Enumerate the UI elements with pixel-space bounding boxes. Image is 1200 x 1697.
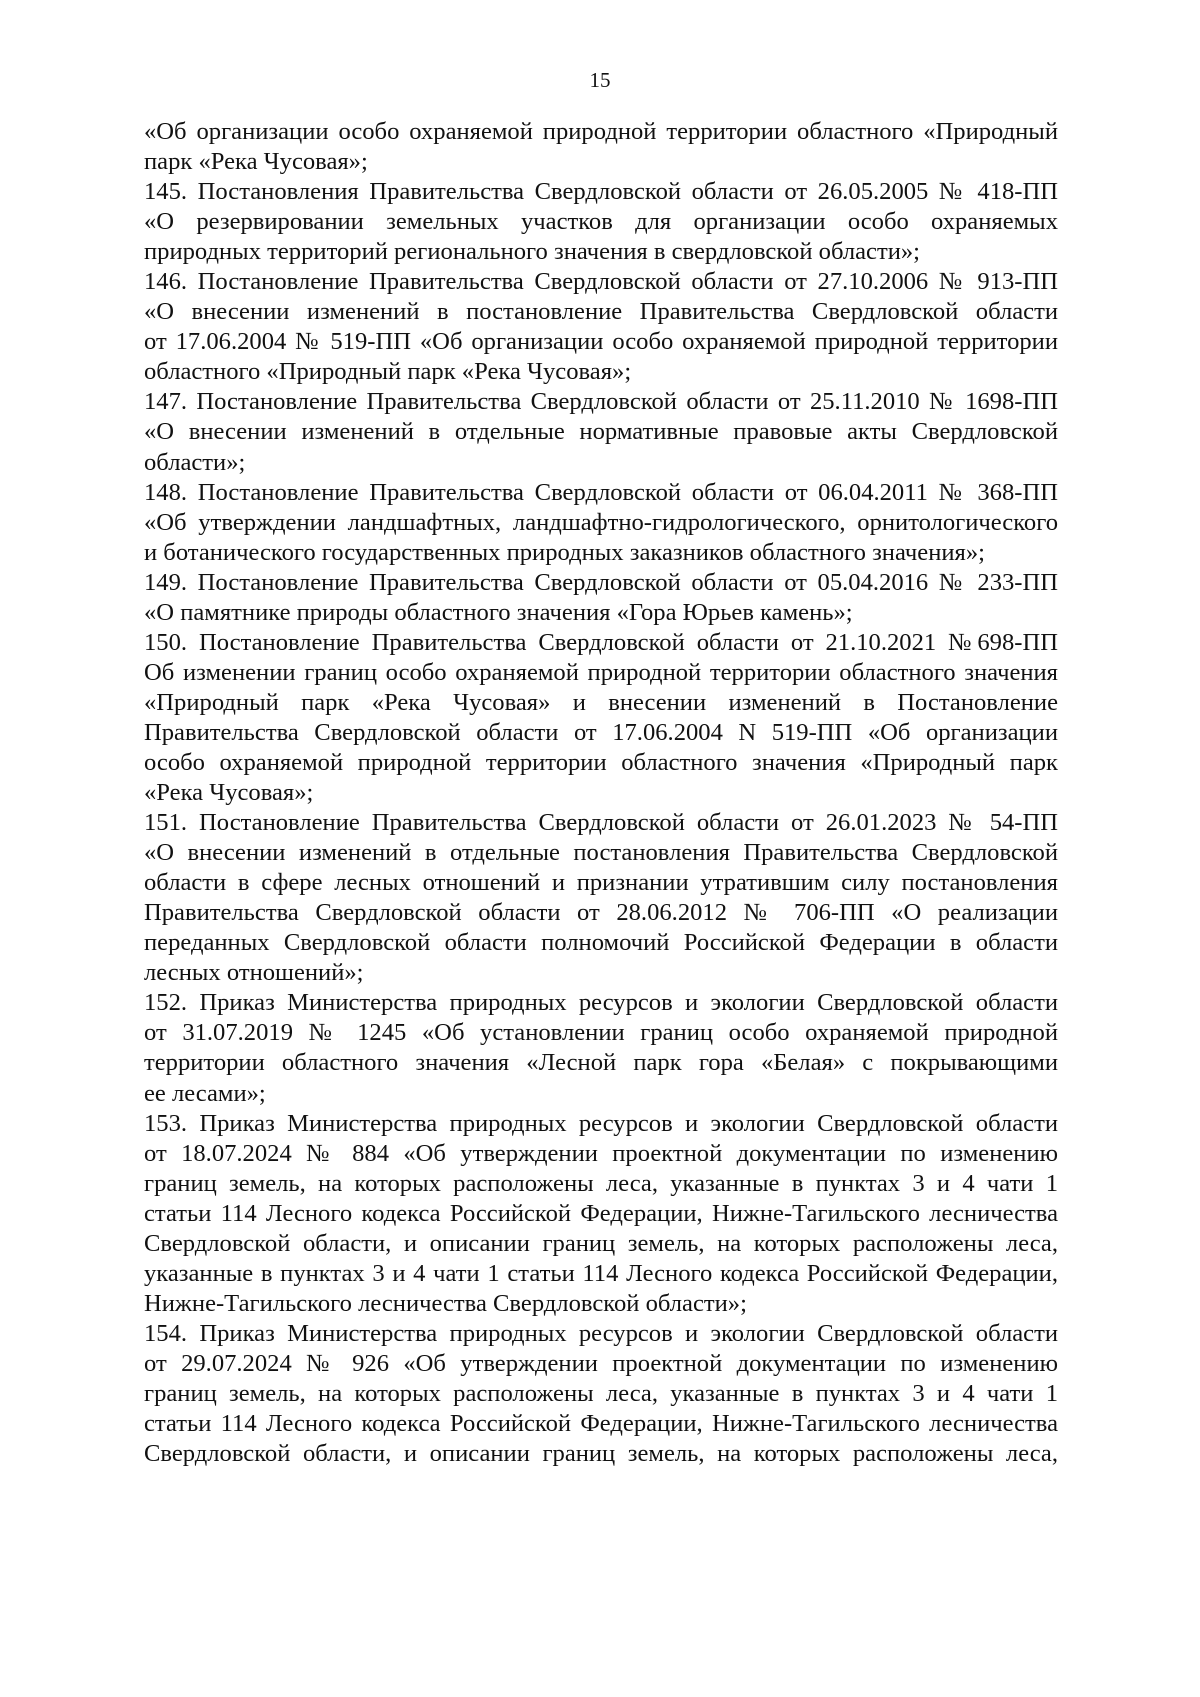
page-number: 15: [589, 68, 611, 92]
text-line: 150. Постановление Правительства Свердловской области от 21.10.2021 №698-ПП: [144, 628, 1058, 656]
text-line: «Река Чусовая»;: [144, 779, 314, 807]
text-line: 152. Приказ Министерства природных ресурсов и экологии Свердловской области: [144, 989, 1058, 1017]
text-line: 147. Постановление Правительства Свердловской области от 25.11.2010 № 1698-ПП: [144, 388, 1058, 416]
text-line: ее лесами»;: [144, 1079, 266, 1107]
document-body: [144, 117, 1058, 1469]
text-line: «О резервировании земельных участков для организации особо охраняемых: [144, 208, 1058, 236]
text-line: областного «Природный парк «Река Чусовая»;: [144, 358, 632, 386]
text-line: от 29.07.2024 № 926 «Об утверждении проектной документации по изменению: [144, 1349, 1058, 1377]
text-line: «О внесении изменений в постановление Правительства Свердловской области: [144, 298, 1058, 326]
text-line: статьи 114 Лесного кодекса Российской Федерации, Нижне-Тагильского лесничества: [144, 1199, 1058, 1227]
text-line: особо охраняемой природной территории областного значения «Природный парк: [144, 748, 1058, 776]
text-line: области в сфере лесных отношений и признании утратившим силу постановления: [144, 869, 1058, 897]
text-line: границ земель, на которых расположены леса, указанные в пунктах 3 и 4 чати 1: [144, 1169, 1058, 1197]
text-line: Правительства Свердловской области от 17.06.2004 N 519-ПП «Об организации: [144, 718, 1058, 746]
text-line: природных территорий регионального значения в свердловской области»;: [144, 238, 920, 266]
text-line: «О внесении изменений в отдельные постановления Правительства Свердловской: [144, 839, 1058, 867]
text-line: от 17.06.2004 № 519-ПП «Об организации особо охраняемой природной территории: [144, 328, 1058, 356]
text-line: статьи 114 Лесного кодекса Российской Федерации, Нижне-Тагильского лесничества: [144, 1410, 1058, 1438]
text-line: «О внесении изменений в отдельные нормативные правовые акты Свердловской: [144, 418, 1058, 446]
text-line: от 31.07.2019 № 1245 «Об установлении границ особо охраняемой природной: [144, 1019, 1058, 1047]
text-line: «О памятнике природы областного значения «Гора Юрьев камень»;: [144, 598, 853, 626]
text-line: и ботанического государственных природных заказников областного значения»;: [144, 538, 985, 566]
text-line: Свердловской области, и описании границ земель, на которых расположены леса,: [144, 1229, 1058, 1257]
text-line: парк «Река Чусовая»;: [144, 148, 368, 176]
text-line: «Природный парк «Река Чусовая» и внесении изменений в Постановление: [144, 688, 1058, 716]
text-line: 149. Постановление Правительства Свердловской области от 05.04.2016 № 233-ПП: [144, 568, 1058, 596]
text-line: территории областного значения «Лесной парк гора «Белая» с покрывающими: [144, 1049, 1058, 1077]
text-line: Правительства Свердловской области от 28.06.2012 № 706-ПП «О реализации: [144, 899, 1058, 927]
text-line: 153. Приказ Министерства природных ресурсов и экологии Свердловской области: [144, 1109, 1058, 1137]
text-line: указанные в пунктах 3 и 4 чати 1 статьи 114 Лесного кодекса Российской Федерации,: [144, 1259, 1058, 1287]
text-line: лесных отношений»;: [144, 959, 364, 987]
text-line: «Об организации особо охраняемой природной территории областного «Природный: [144, 118, 1058, 145]
text-line: переданных Свердловской области полномочий Российской Федерации в области: [144, 929, 1058, 957]
text-line: 146. Постановление Правительства Свердловской области от 27.10.2006 № 913-ПП: [144, 268, 1058, 296]
text-line: 145. Постановления Правительства Свердловской области от 26.05.2005 № 418-ПП: [144, 178, 1058, 206]
text-line: «Об утверждении ландшафтных, ландшафтно-гидрологического, орнитологического: [144, 508, 1058, 536]
text-line: Об изменении границ особо охраняемой природной территории областного значения: [144, 658, 1058, 686]
text-line: области»;: [144, 448, 246, 476]
text-line: от 18.07.2024 № 884 «Об утверждении проектной документации по изменению: [144, 1139, 1058, 1167]
text-line: 154. Приказ Министерства природных ресурсов и экологии Свердловской области: [144, 1319, 1058, 1347]
text-line: Свердловской области, и описании границ земель, на которых расположены леса,: [144, 1440, 1058, 1468]
text-line: 148. Постановление Правительства Свердловской области от 06.04.2011 № 368-ПП: [144, 478, 1058, 506]
text-line: Нижне-Тагильского лесничества Свердловской области»;: [144, 1289, 747, 1317]
text-line: границ земель, на которых расположены леса, указанные в пунктах 3 и 4 чати 1: [144, 1379, 1058, 1407]
text-line: 151. Постановление Правительства Свердловской области от 26.01.2023 № 54-ПП: [144, 809, 1058, 837]
